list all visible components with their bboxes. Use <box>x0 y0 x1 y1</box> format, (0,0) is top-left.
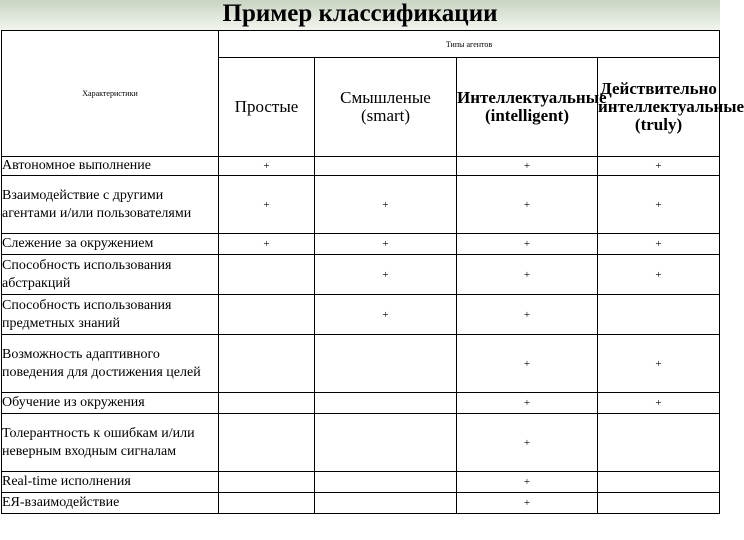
row-label: Real-time исполнения <box>2 472 219 493</box>
mark-cell: + <box>598 176 720 234</box>
table-row <box>2 414 720 472</box>
table-row <box>2 255 720 295</box>
table-row <box>2 335 720 393</box>
table-row <box>2 472 720 493</box>
mark-cell <box>315 414 457 472</box>
row-label: Способность использования предметных знаний <box>2 295 219 335</box>
row-label: Взаимодействие с другими агентами и/или пользователями <box>2 176 219 234</box>
mark-cell <box>219 335 315 393</box>
mark-cell: + <box>598 234 720 255</box>
mark-cell <box>315 393 457 414</box>
mark-cell: + <box>457 335 598 393</box>
mark-cell: + <box>219 157 315 176</box>
mark-cell <box>219 493 315 514</box>
mark-cell: + <box>315 176 457 234</box>
row-label: ЕЯ-взаимодействие <box>2 493 219 514</box>
row-label: Толерантность к ошибкам и/или неверным входным сигналам <box>2 414 219 472</box>
row-label: Способность использования абстракций <box>2 255 219 295</box>
row-label: Возможность адаптивного поведения для достижения целей <box>2 335 219 393</box>
header-characteristics: Характеристики <box>2 31 219 157</box>
mark-cell: + <box>598 255 720 295</box>
mark-cell: + <box>457 234 598 255</box>
mark-cell: + <box>457 295 598 335</box>
mark-cell: + <box>315 234 457 255</box>
mark-cell: + <box>315 255 457 295</box>
table-row <box>2 393 720 414</box>
mark-cell: + <box>457 472 598 493</box>
row-label: Слежение за окружением <box>2 234 219 255</box>
mark-cell <box>315 335 457 393</box>
mark-cell: + <box>457 176 598 234</box>
mark-cell: + <box>457 157 598 176</box>
mark-cell: + <box>598 157 720 176</box>
mark-cell <box>219 472 315 493</box>
mark-cell: + <box>598 335 720 393</box>
slide-title: Пример классификации <box>222 0 498 27</box>
mark-cell <box>219 414 315 472</box>
classification-table <box>1 30 744 514</box>
mark-cell: + <box>219 234 315 255</box>
table-row <box>2 295 720 335</box>
mark-cell <box>598 414 720 472</box>
mark-cell <box>598 472 720 493</box>
row-label: Автономное выполнение <box>2 157 219 176</box>
mark-cell <box>315 472 457 493</box>
header-type-simple: Простые <box>219 58 315 157</box>
mark-cell: + <box>457 414 598 472</box>
table-row <box>2 493 720 514</box>
table-row <box>2 234 720 255</box>
header-agent-types: Типы агентов <box>219 31 720 58</box>
header-type-truly: Действительно интеллектуальные (truly) <box>598 58 720 157</box>
mark-cell: + <box>598 393 720 414</box>
mark-cell: + <box>457 255 598 295</box>
mark-cell: + <box>457 393 598 414</box>
mark-cell: + <box>457 493 598 514</box>
mark-cell <box>219 393 315 414</box>
mark-cell: + <box>315 295 457 335</box>
table-row <box>2 157 720 176</box>
mark-cell <box>598 493 720 514</box>
mark-cell <box>598 295 720 335</box>
header-type-intelligent: Интеллектуальные (intelligent) <box>457 58 598 157</box>
table-row <box>2 176 720 234</box>
mark-cell <box>315 157 457 176</box>
mark-cell <box>219 255 315 295</box>
mark-cell <box>315 493 457 514</box>
row-label: Обучение из окружения <box>2 393 219 414</box>
mark-cell <box>219 295 315 335</box>
mark-cell: + <box>219 176 315 234</box>
header-type-smart: Смышленые (smart) <box>315 58 457 157</box>
